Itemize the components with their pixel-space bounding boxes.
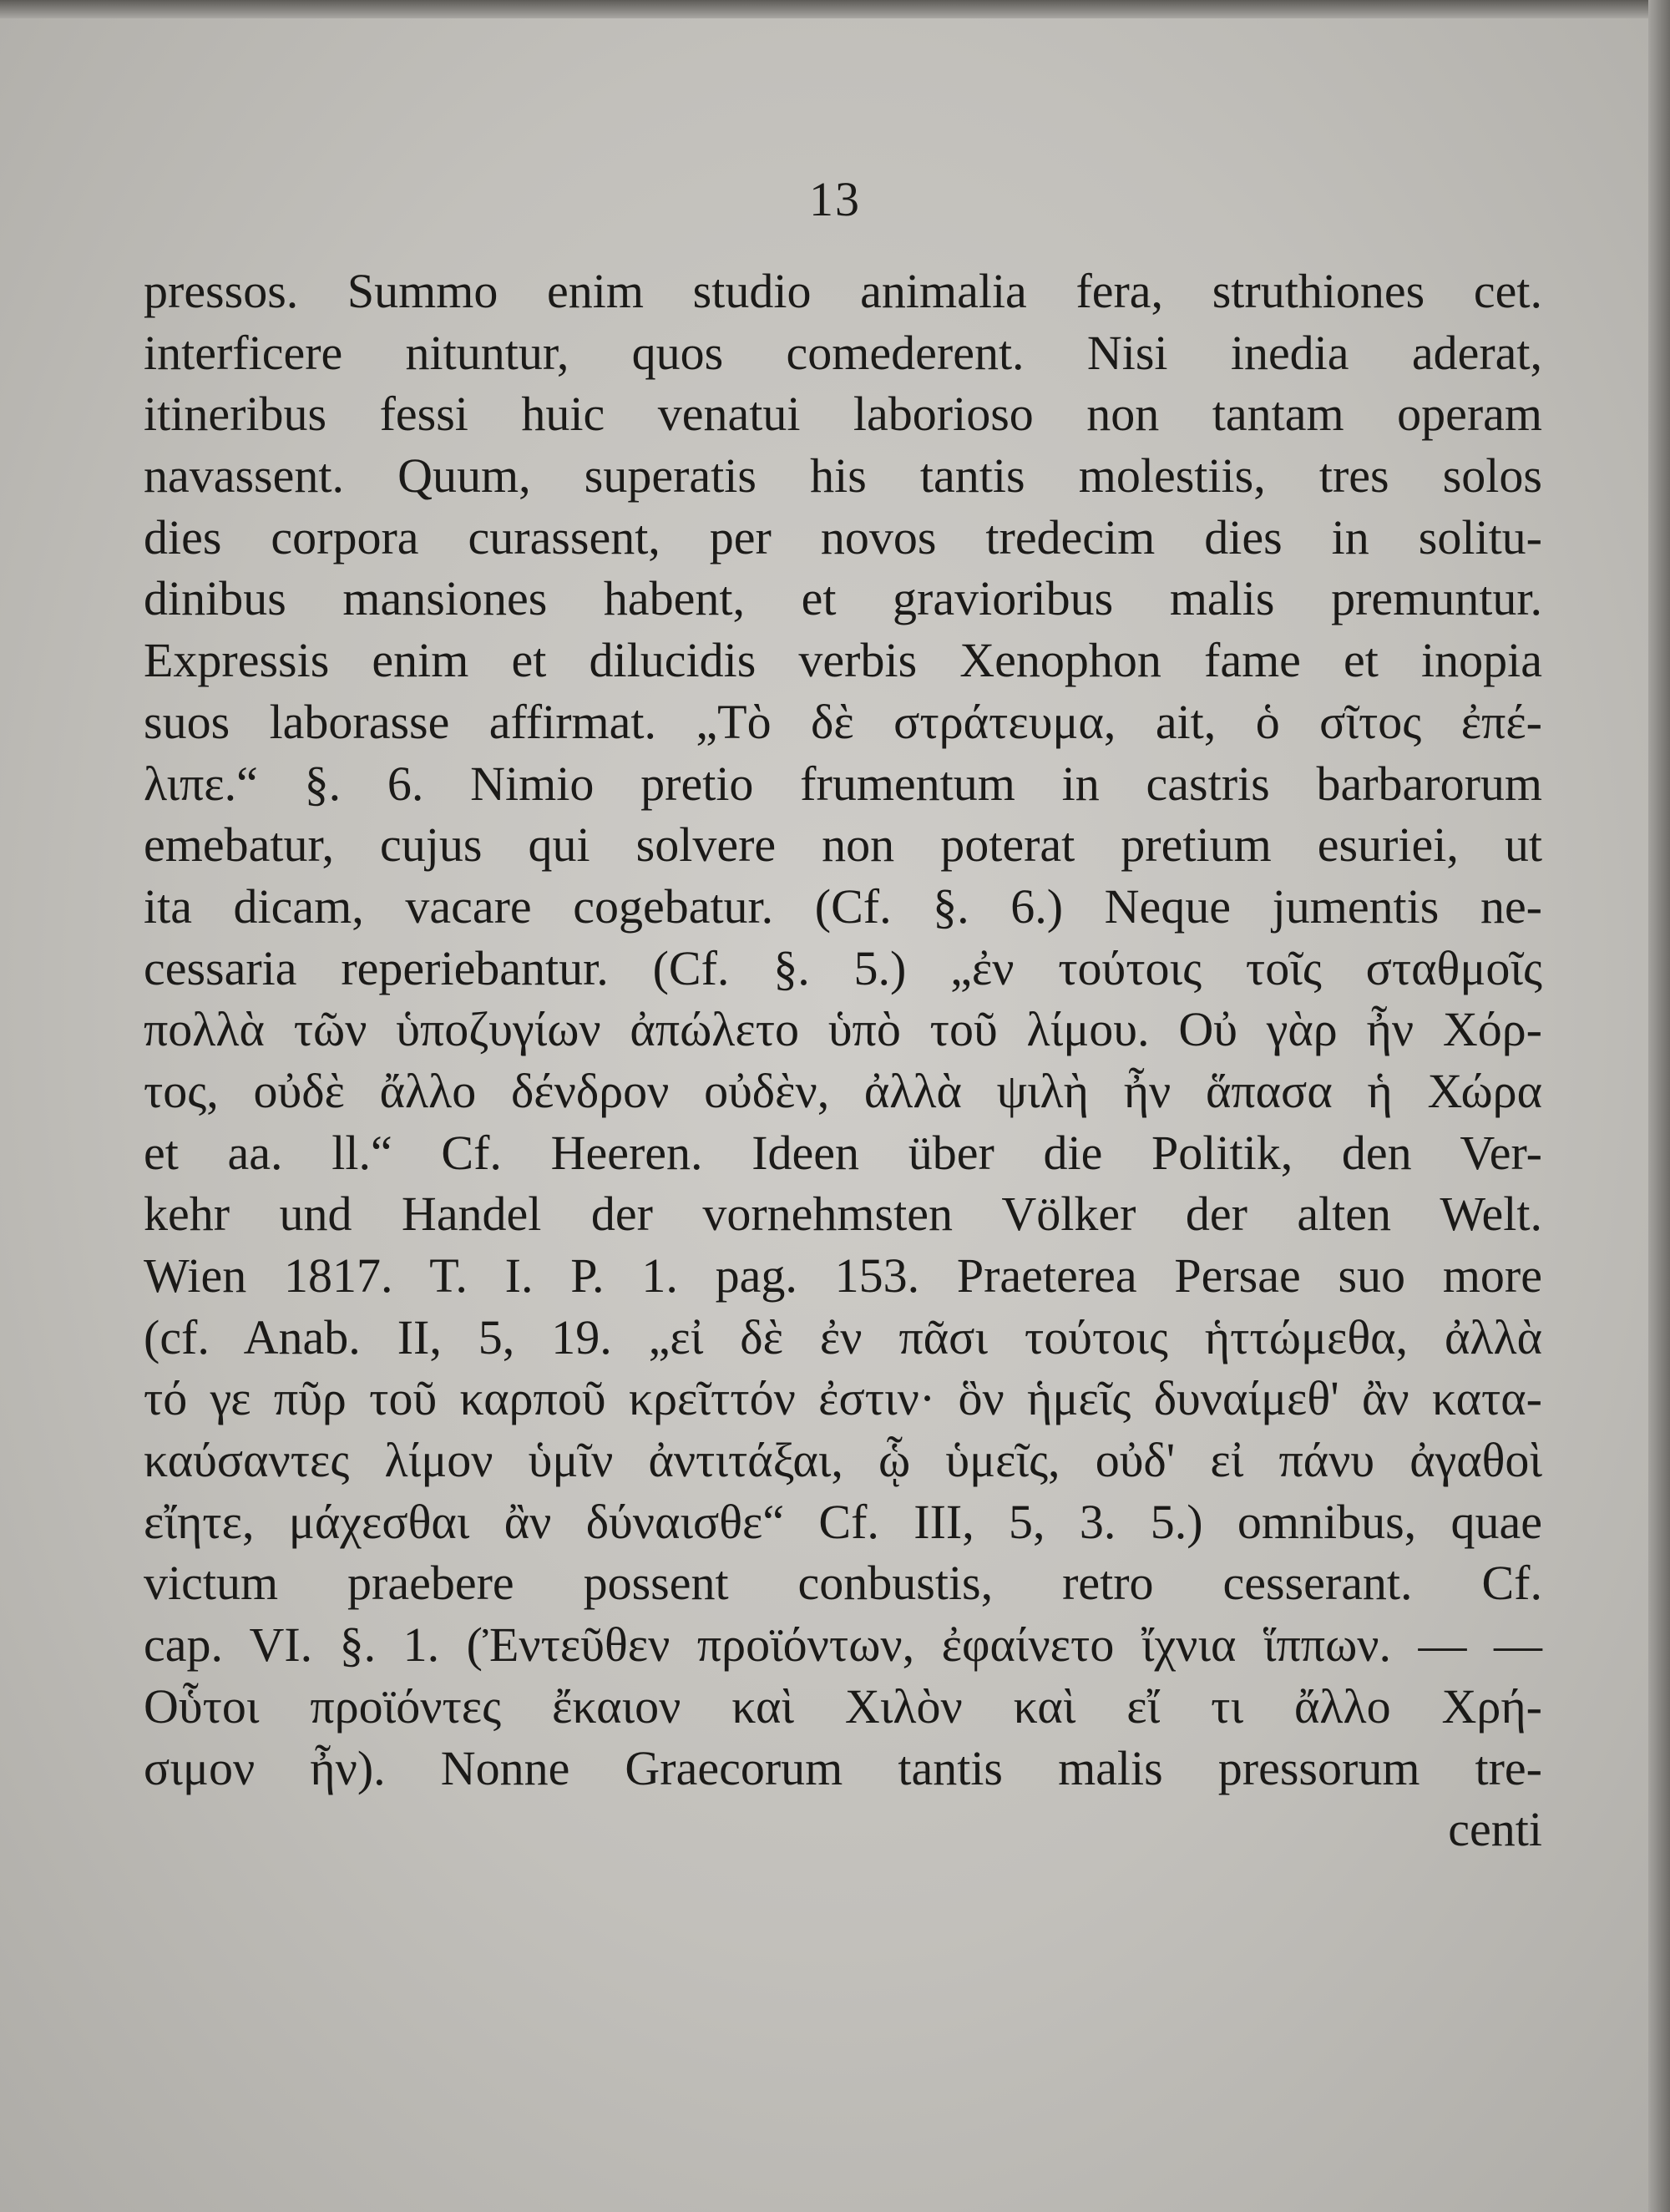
text-line: cessaria reperiebantur. (Cf. §. 5.) „ἐν τούτοις τοῖς σταθμοῖς — [144, 940, 1542, 995]
text-line: cap. VI. §. 1. (Ἐντεῦθεν προϊόντων, ἐφαίνετο ἴχνια ἵππων. — — — [144, 1617, 1542, 1673]
text-line: τος, οὐδὲ ἄλλο δένδρον οὐδὲν, ἀλλὰ ψιλὴ ἦν ἅπασα ἡ Χώρα — [144, 1063, 1542, 1118]
text-line: (cf. Anab. II, 5, 19. „εἰ δὲ ἐν πᾶσι τούτοις ἡττώμεθα, ἀλλὰ — [144, 1309, 1542, 1364]
page-top-shadow — [0, 0, 1670, 18]
catchword: centi — [1448, 1802, 1542, 1857]
text-line: ita dicam, vacare cogebatur. (Cf. §. 6.) Neque jumentis ne- — [144, 878, 1542, 934]
text-line: interficere nituntur, quos comederent. Nisi inedia aderat, — [144, 325, 1542, 380]
text-line: πολλὰ τῶν ὑποζυγίων ἀπώλετο ὑπὸ τοῦ λίμου. Οὐ γὰρ ἦν Χόρ- — [144, 1002, 1542, 1057]
text-line: et aa. ll.“ Cf. Heeren. Ideen über die Politik, den Ver- — [144, 1125, 1542, 1180]
text-line: Wien 1817. T. I. P. 1. pag. 153. Praeterea Persae suo more — [144, 1248, 1542, 1303]
text-line: dinibus mansiones habent, et gravioribus malis premuntur. — [144, 571, 1542, 626]
text-line: navassent. Quum, superatis his tantis molestiis, tres solos — [144, 448, 1542, 504]
text-line: suos laborasse affirmat. „Τὸ δὲ στράτευμα, ait, ὁ σῖτος ἐπέ- — [144, 694, 1542, 749]
text-line: itineribus fessi huic venatui laborioso non tantam operam — [144, 387, 1542, 442]
page-right-shadow — [1648, 0, 1670, 2212]
text-line: Οὗτοι προϊόντες ἔκαιον καὶ Χιλὸν καὶ εἴ τι ἄλλο Χρή- — [144, 1678, 1542, 1734]
text-line: εἴητε, μάχεσθαι ἂν δύναισθε“ Cf. III, 5, 3. 5.) omnibus, quae — [144, 1494, 1542, 1549]
page-number: 13 — [809, 172, 861, 226]
text-line: dies corpora curassent, per novos tredecim dies in solitu- — [144, 509, 1542, 564]
text-line: καύσαντες λίμον ὑμῖν ἀντιτάξαι, ᾧ ὑμεῖς, οὐδ' εἰ πάνυ ἀγαθοὶ — [144, 1433, 1542, 1488]
text-line: Expressis enim et dilucidis verbis Xenophon fame et inopia — [144, 633, 1542, 688]
text-line: τό γε πῦρ τοῦ καρποῦ κρεῖττόν ἐστιν· ὃν ἡμεῖς δυναίμεθ' ἂν κατα- — [144, 1371, 1542, 1426]
text-line: σιμον ἦν). Nonne Graecorum tantis malis pressorum tre- — [144, 1740, 1542, 1795]
text-line: pressos. Summo enim studio animalia fera, struthiones cet. — [144, 264, 1542, 318]
text-line: λιπε.“ §. 6. Nimio pretio frumentum in castris barbarorum — [144, 756, 1542, 811]
text-line: emebatur, cujus qui solvere non poterat pretium esuriei, ut — [144, 817, 1542, 873]
text-line: victum praebere possent conbustis, retro cesserant. Cf. — [144, 1556, 1542, 1611]
body-text — [144, 261, 1542, 1860]
text-line: kehr und Handel der vornehmsten Völker der alten Welt. — [144, 1187, 1542, 1242]
